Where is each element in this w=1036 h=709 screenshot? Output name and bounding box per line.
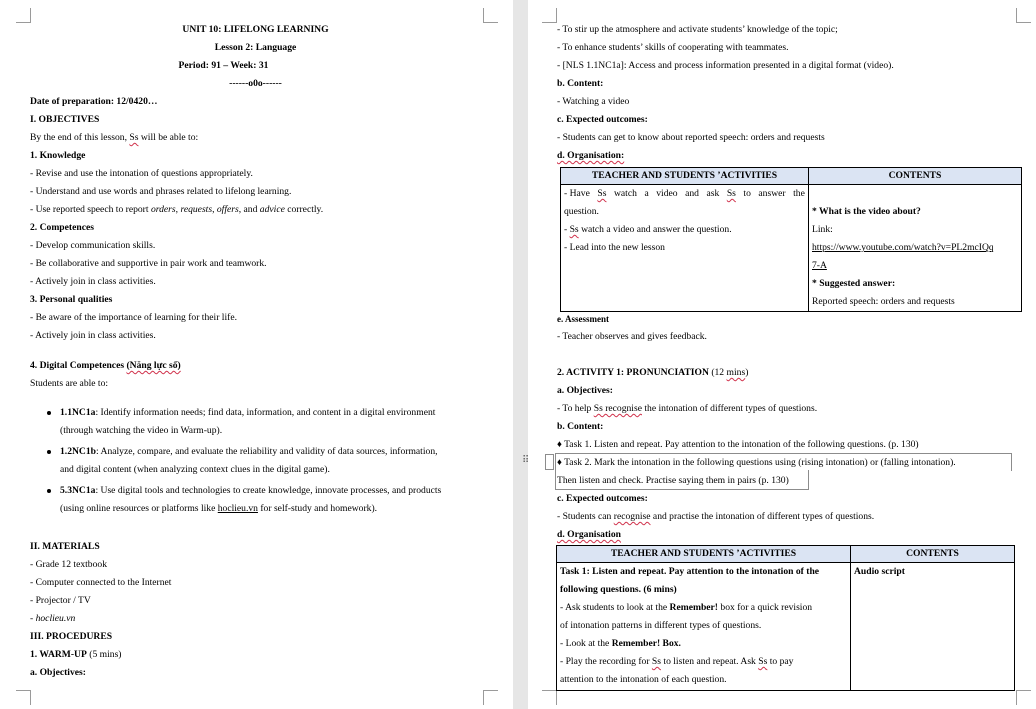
competence-item: - Actively join in class activities. <box>30 276 156 287</box>
table-header: CONTENTS <box>809 168 1022 185</box>
activity-table-pronunciation <box>556 545 1015 691</box>
objective-item: - [NLS 1.1NC1a]: Access and process information presented in a digital format (video). <box>557 60 894 71</box>
objectives-subheading: a. Objectives: <box>30 667 86 678</box>
period-line: Period: 91 – Week: 31 <box>178 60 269 71</box>
bullet-icon <box>47 411 51 415</box>
objective-item: - To enhance students’ skills of cooperating with teammates. <box>557 42 789 53</box>
crop-mark <box>1016 8 1031 23</box>
crop-mark <box>16 690 31 705</box>
objective-item: - To stir up the atmosphere and activate students’ knowledge of the topic; <box>557 24 838 35</box>
table-cell-line: - Look at the Remember! Box. <box>560 638 681 649</box>
procedures-heading: III. PROCEDURES <box>30 631 113 642</box>
video-question: * What is the video about? <box>812 206 921 217</box>
nls-item-2-cont: and digital content (when analyzing context clues in the digital game). <box>60 464 330 475</box>
knowledge-item: - Use reported speech to report orders, requests, offers, and advice correctly. <box>30 204 324 215</box>
crop-mark <box>483 690 498 705</box>
material-item: - hoclieu.vn <box>30 613 76 624</box>
quality-item: - Be aware of the importance of learning for their life. <box>30 312 237 323</box>
nls-item-3: 5.3NC1a: Use digital tools and technologies to create knowledge, innovate processes, and products <box>60 485 442 496</box>
date-of-preparation: Date of preparation: 12/0420… <box>30 96 158 107</box>
quality-item: - Actively join in class activities. <box>30 330 156 341</box>
table-cell-line: of intonation patterns in different types of questions. <box>560 620 762 631</box>
unit-title: UNIT 10: LIFELONG LEARNING <box>182 24 329 35</box>
link-label: Link: <box>812 224 833 235</box>
competence-item: - Develop communication skills. <box>30 240 156 251</box>
bullet-icon <box>47 489 51 493</box>
knowledge-heading: 1. Knowledge <box>30 150 86 161</box>
document-page-right <box>522 0 1036 709</box>
nls-item-3-cont: (using online resources or platforms like hoclieu.vn for self-study and homework). <box>60 503 378 514</box>
table-cell-line: - Ss watch a video and answer the question. <box>564 224 732 235</box>
crop-mark <box>483 8 498 23</box>
activity1-objectives-heading: a. Objectives: <box>557 385 613 396</box>
table-cell-line: question. <box>564 206 599 217</box>
table-cell-contents <box>851 563 1015 691</box>
knowledge-item: - Understand and use words and phrases related to lifelong learning. <box>30 186 292 197</box>
table-cell-activities <box>557 563 851 691</box>
activity1-outcomes-heading: c. Expected outcomes: <box>557 493 648 504</box>
move-handle-icon[interactable] <box>545 454 554 470</box>
outcomes-heading: c. Expected outcomes: <box>557 114 648 125</box>
content-item: - Watching a video <box>557 96 630 107</box>
competences-heading: 2. Competences <box>30 222 94 233</box>
task2-line: ♦ Task 2. Mark the intonation in the following questions using (rising intonation) or (falling intonation). <box>557 457 956 468</box>
table-header: TEACHER AND STUDENTS ’ACTIVITIES <box>561 168 809 185</box>
task2-line-cont: Then listen and check. Practise saying them in pairs (p. 130) <box>557 475 789 486</box>
material-item: - Projector / TV <box>30 595 91 606</box>
assessment-heading: e. Assessment <box>557 314 609 324</box>
crop-mark <box>16 8 31 23</box>
table-header: TEACHER AND STUDENTS ’ACTIVITIES <box>557 546 851 563</box>
crop-mark <box>542 690 557 705</box>
qualities-heading: 3. Personal qualities <box>30 294 113 305</box>
table-cell-line: - Lead into the new lesson <box>564 242 665 253</box>
video-link[interactable]: https://www.youtube.com/watch?v=PL2mcIQq <box>812 242 994 253</box>
activity1-objective: - To help Ss recognise the intonation of different types of questions. <box>557 403 818 414</box>
table-cell-line: - Play the recording for Ss to listen and repeat. Ask Ss to pay <box>560 656 794 667</box>
table-header: CONTENTS <box>851 546 1015 563</box>
task1-heading-cont: following questions. (6 mins) <box>560 584 677 595</box>
activity1-content-heading: b. Content: <box>557 421 604 432</box>
nls-item-1: 1.1NC1a: Identify information needs; find data, information, and content in a digital environment <box>60 407 436 418</box>
hoclieu-link[interactable]: hoclieu.vn <box>217 503 258 514</box>
nls-item-1-cont: (through watching the video in Warm-up). <box>60 425 223 436</box>
outcomes-item: - Students can get to know about reported speech: orders and requests <box>557 132 825 143</box>
intro-line: By the end of this lesson, Ss will be able to: <box>30 132 199 143</box>
bullet-icon <box>47 450 51 454</box>
audio-script-label: Audio script <box>854 566 905 577</box>
table-cell-contents <box>809 185 1022 312</box>
activity-table-warmup <box>560 167 1022 312</box>
activity1-organisation-heading: d. Organisation <box>557 529 621 540</box>
table-cell-line: - Ask students to look at the Remember! box for a quick revision <box>560 602 813 613</box>
digital-competences-heading: 4. Digital Competences (Năng lực số) <box>30 360 181 371</box>
table-cell-activities <box>561 185 809 312</box>
activity1-outcomes: - Students can recognise and practise the intonation of different types of questions. <box>557 511 875 522</box>
objectives-heading: I. OBJECTIVES <box>30 114 100 125</box>
table-cell-line: - Have Ss watch a video and ask Ss to answer the <box>564 188 805 199</box>
competence-item: - Be collaborative and supportive in pair work and teamwork. <box>30 258 267 269</box>
separator: ------o0o------ <box>229 78 282 89</box>
crop-mark <box>1016 690 1031 705</box>
knowledge-item: - Revise and use the intonation of questions appropriately. <box>30 168 253 179</box>
materials-heading: II. MATERIALS <box>30 541 100 552</box>
suggested-answer: Reported speech: orders and requests <box>812 296 955 307</box>
material-item: - Computer connected to the Internet <box>30 577 172 588</box>
lesson-title: Lesson 2: Language <box>214 42 297 53</box>
table-cell-line: attention to the intonation of each question. <box>560 674 727 685</box>
assessment-item: - Teacher observes and gives feedback. <box>557 331 707 342</box>
activity1-heading: 2. ACTIVITY 1: PRONUNCIATION (12 mins) <box>557 367 749 378</box>
crop-mark <box>542 8 557 23</box>
task1-line: ♦ Task 1. Listen and repeat. Pay attention to the intonation of the following questions. (p. 130) <box>557 439 919 450</box>
digital-intro: Students are able to: <box>30 378 109 389</box>
material-item: - Grade 12 textbook <box>30 559 107 570</box>
drag-handle-icon[interactable]: ⠿ <box>522 455 530 466</box>
warmup-heading: 1. WARM-UP (5 mins) <box>30 649 122 660</box>
nls-item-2: 1.2NC1b: Analyze, compare, and evaluate the reliability and validity of data sources, information, <box>60 446 438 457</box>
organisation-heading: d. Organisation: <box>557 150 625 161</box>
content-heading: b. Content: <box>557 78 604 89</box>
document-page-left <box>0 0 513 709</box>
task1-heading: Task 1: Listen and repeat. Pay attention to the intonation of the <box>560 566 820 577</box>
suggested-answer-label: * Suggested answer: <box>812 278 896 289</box>
video-link-cont[interactable]: 7-A <box>812 260 827 271</box>
